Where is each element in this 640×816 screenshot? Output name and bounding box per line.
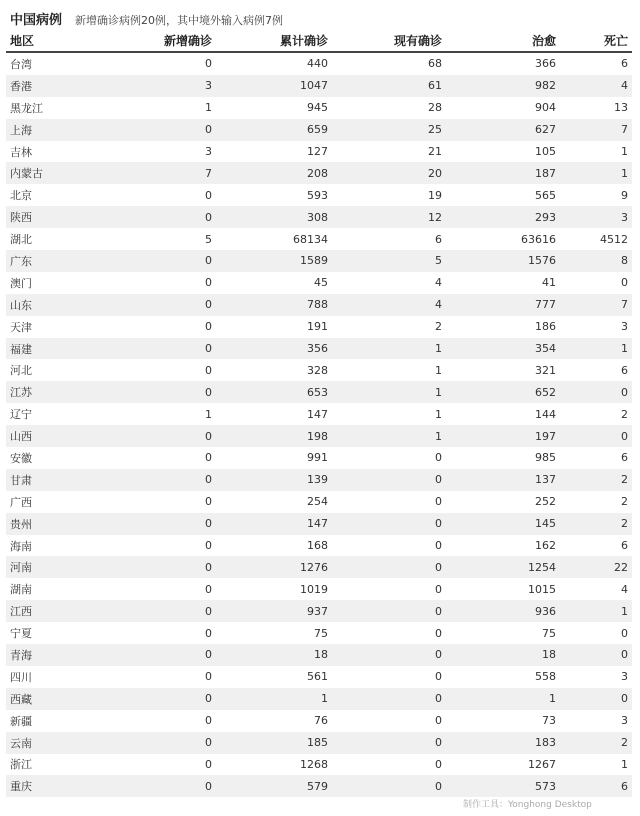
cell-recovered: 137 [535, 473, 556, 487]
cell-total-confirmed: 308 [307, 210, 328, 224]
table-row [6, 52, 632, 75]
cell-current-confirmed: 0 [435, 604, 442, 618]
cell-region: 上海 [10, 123, 32, 137]
table-row [6, 600, 632, 622]
cell-new-confirmed: 0 [205, 604, 212, 618]
cell-region: 青海 [10, 648, 32, 662]
column-header-region[interactable]: 地区 [6, 30, 90, 52]
cell-new-confirmed: 0 [205, 363, 212, 377]
cell-deaths: 0 [621, 385, 628, 399]
cell-recovered: 252 [535, 495, 556, 509]
cell-recovered: 321 [535, 363, 556, 377]
table-row [6, 359, 632, 381]
cell-current-confirmed: 0 [435, 692, 442, 706]
cell-deaths: 3 [621, 210, 628, 224]
table-row [6, 513, 632, 535]
cell-region: 江西 [10, 605, 32, 619]
table-row [6, 688, 632, 710]
cell-current-confirmed: 0 [435, 736, 442, 750]
cell-total-confirmed: 198 [307, 429, 328, 443]
cell-new-confirmed: 0 [205, 539, 212, 553]
cell-total-confirmed: 659 [307, 123, 328, 137]
cell-current-confirmed: 4 [435, 276, 442, 290]
cell-region: 湖北 [10, 233, 32, 247]
cell-deaths: 3 [621, 670, 628, 684]
cell-deaths: 1 [621, 757, 628, 771]
table-row [6, 250, 632, 272]
cell-current-confirmed: 61 [428, 79, 442, 93]
table-row [6, 491, 632, 513]
cell-recovered: 565 [535, 188, 556, 202]
cell-deaths: 6 [621, 451, 628, 465]
cell-current-confirmed: 4 [435, 298, 442, 312]
cell-new-confirmed: 0 [205, 692, 212, 706]
cell-region: 西藏 [10, 692, 32, 706]
cell-new-confirmed: 0 [205, 57, 212, 71]
cell-region: 甘肃 [10, 473, 32, 487]
cell-region: 新疆 [10, 714, 32, 728]
cell-recovered: 366 [535, 57, 556, 71]
cell-recovered: 982 [535, 79, 556, 93]
table-row [6, 644, 632, 666]
cell-region: 河北 [10, 364, 32, 378]
cell-total-confirmed: 579 [307, 779, 328, 793]
cell-recovered: 186 [535, 320, 556, 334]
cell-current-confirmed: 1 [435, 429, 442, 443]
cell-deaths: 1 [621, 145, 628, 158]
cell-new-confirmed: 0 [205, 757, 212, 771]
cell-deaths: 9 [621, 188, 628, 202]
cell-total-confirmed: 1589 [300, 254, 328, 268]
cell-recovered: 75 [542, 626, 556, 640]
cell-current-confirmed: 0 [435, 582, 442, 596]
cell-total-confirmed: 147 [307, 407, 328, 421]
cell-total-confirmed: 328 [307, 363, 328, 377]
column-header-recovered[interactable]: 治愈 [446, 30, 560, 52]
cell-recovered: 777 [535, 298, 556, 312]
table-body [6, 52, 632, 797]
cell-total-confirmed: 185 [307, 736, 328, 750]
cell-new-confirmed: 0 [205, 670, 212, 684]
table-row [6, 119, 632, 141]
cell-total-confirmed: 68134 [293, 232, 328, 246]
cell-current-confirmed: 0 [435, 626, 442, 640]
cell-current-confirmed: 0 [435, 560, 442, 574]
cell-new-confirmed: 1 [205, 101, 212, 115]
cell-deaths: 2 [621, 517, 628, 531]
cell-deaths: 6 [621, 539, 628, 553]
cell-deaths: 7 [621, 123, 628, 137]
cell-deaths: 0 [621, 429, 628, 443]
cell-new-confirmed: 0 [205, 626, 212, 640]
table-row [6, 666, 632, 688]
cell-new-confirmed: 0 [205, 451, 212, 465]
cell-total-confirmed: 1047 [300, 79, 328, 93]
cell-current-confirmed: 0 [435, 451, 442, 465]
cell-total-confirmed: 254 [307, 495, 328, 509]
cell-recovered: 63616 [521, 232, 556, 246]
cell-new-confirmed: 3 [205, 145, 212, 158]
table-row [6, 622, 632, 644]
column-header-total-confirmed[interactable]: 累计确诊 [216, 30, 332, 52]
column-header-current-confirmed[interactable]: 现有确诊 [332, 30, 446, 52]
cell-total-confirmed: 1 [321, 692, 328, 706]
cell-current-confirmed: 0 [435, 779, 442, 793]
cell-region: 重庆 [10, 780, 32, 794]
table-row [6, 381, 632, 403]
cell-deaths: 2 [621, 495, 628, 509]
cell-recovered: 1267 [528, 757, 556, 771]
cell-total-confirmed: 440 [307, 57, 328, 71]
table-row [6, 732, 632, 754]
cell-recovered: 1576 [528, 254, 556, 268]
cell-total-confirmed: 168 [307, 539, 328, 553]
cell-deaths: 1 [621, 166, 628, 180]
cell-recovered: 197 [535, 429, 556, 443]
cell-total-confirmed: 653 [307, 385, 328, 399]
cell-region: 湖南 [10, 583, 32, 597]
cell-recovered: 18 [542, 648, 556, 662]
table-row [6, 272, 632, 294]
cell-recovered: 558 [535, 670, 556, 684]
cell-deaths: 3 [621, 714, 628, 728]
cell-current-confirmed: 21 [428, 145, 442, 158]
column-header-new-confirmed[interactable]: 新增确诊 [90, 30, 216, 52]
table-row [6, 535, 632, 557]
cell-current-confirmed: 1 [435, 407, 442, 421]
cell-current-confirmed: 0 [435, 495, 442, 509]
table-row [6, 469, 632, 491]
cell-region: 安徽 [10, 451, 32, 465]
cell-total-confirmed: 45 [314, 276, 328, 290]
cell-region: 广东 [10, 254, 32, 268]
cell-recovered: 904 [535, 101, 556, 115]
table-row [6, 75, 632, 97]
table-header [6, 30, 632, 52]
table-row [6, 556, 632, 578]
cell-recovered: 145 [535, 517, 556, 531]
cell-region: 陕西 [10, 211, 32, 225]
cell-deaths: 0 [621, 648, 628, 662]
table-row [6, 97, 632, 119]
cell-deaths: 4512 [600, 232, 628, 246]
table-row [6, 141, 632, 163]
cell-total-confirmed: 788 [307, 298, 328, 312]
cell-deaths: 0 [621, 626, 628, 640]
cell-recovered: 105 [535, 145, 556, 158]
cell-recovered: 1 [549, 692, 556, 706]
cell-total-confirmed: 1019 [300, 582, 328, 596]
table-row [6, 316, 632, 338]
cell-new-confirmed: 0 [205, 648, 212, 662]
cell-deaths: 6 [621, 363, 628, 377]
cell-recovered: 627 [535, 123, 556, 137]
cell-current-confirmed: 0 [435, 757, 442, 771]
cell-current-confirmed: 2 [435, 320, 442, 334]
cell-deaths: 2 [621, 407, 628, 421]
cell-current-confirmed: 1 [435, 342, 442, 356]
cell-total-confirmed: 18 [314, 648, 328, 662]
cell-deaths: 4 [621, 582, 628, 596]
cell-total-confirmed: 191 [307, 320, 328, 334]
cell-deaths: 2 [621, 473, 628, 487]
page-subtitle: 新增确诊病例20例，其中境外输入病例7例 [75, 14, 284, 27]
cell-new-confirmed: 5 [205, 232, 212, 246]
cell-region: 海南 [10, 539, 32, 553]
cell-deaths: 0 [621, 276, 628, 290]
cell-current-confirmed: 1 [435, 385, 442, 399]
cell-region: 山西 [10, 430, 32, 444]
title-row [10, 9, 283, 27]
cell-recovered: 293 [535, 210, 556, 224]
table-row [6, 228, 632, 250]
cell-total-confirmed: 937 [307, 604, 328, 618]
cell-new-confirmed: 0 [205, 210, 212, 224]
cell-region: 福建 [10, 342, 32, 356]
cell-deaths: 8 [621, 254, 628, 268]
cell-total-confirmed: 356 [307, 342, 328, 356]
table-row [6, 184, 632, 206]
cell-recovered: 144 [535, 407, 556, 421]
cell-current-confirmed: 25 [428, 123, 442, 137]
cell-region: 天津 [10, 320, 32, 334]
cell-region: 澳门 [10, 276, 32, 290]
footer-credit: 制作工具：Yonghong Desktop [463, 800, 592, 810]
cell-region: 江苏 [10, 386, 32, 400]
cell-region: 宁夏 [10, 627, 32, 641]
cell-new-confirmed: 7 [205, 166, 212, 180]
cell-current-confirmed: 0 [435, 539, 442, 553]
cell-current-confirmed: 1 [435, 363, 442, 377]
table-row [6, 403, 632, 425]
cell-new-confirmed: 0 [205, 714, 212, 728]
cell-region: 黑龙江 [10, 101, 43, 115]
cell-region: 河南 [10, 561, 32, 575]
cell-recovered: 41 [542, 276, 556, 290]
cell-current-confirmed: 0 [435, 648, 442, 662]
cell-recovered: 187 [535, 166, 556, 180]
cell-region: 贵州 [10, 517, 32, 531]
cell-new-confirmed: 0 [205, 123, 212, 137]
cell-region: 台湾 [10, 57, 32, 71]
table-row [6, 294, 632, 316]
cell-current-confirmed: 19 [428, 188, 442, 202]
cell-new-confirmed: 0 [205, 429, 212, 443]
cell-current-confirmed: 5 [435, 254, 442, 268]
cell-region: 四川 [10, 670, 32, 684]
cell-new-confirmed: 0 [205, 560, 212, 574]
cell-new-confirmed: 0 [205, 188, 212, 202]
table-row [6, 447, 632, 469]
cell-recovered: 652 [535, 385, 556, 399]
cell-recovered: 1254 [528, 560, 556, 574]
cell-total-confirmed: 147 [307, 517, 328, 531]
cell-new-confirmed: 0 [205, 473, 212, 487]
cell-deaths: 7 [621, 298, 628, 312]
cell-total-confirmed: 1268 [300, 757, 328, 771]
cell-recovered: 183 [535, 736, 556, 750]
cell-deaths: 3 [621, 320, 628, 334]
cell-total-confirmed: 75 [314, 626, 328, 640]
cell-current-confirmed: 28 [428, 101, 442, 115]
cell-new-confirmed: 0 [205, 320, 212, 334]
cell-current-confirmed: 0 [435, 517, 442, 531]
table-row [6, 162, 632, 184]
cell-new-confirmed: 0 [205, 495, 212, 509]
cell-current-confirmed: 0 [435, 670, 442, 684]
column-header-deaths[interactable]: 死亡 [560, 30, 632, 52]
cell-new-confirmed: 0 [205, 342, 212, 356]
cell-current-confirmed: 12 [428, 210, 442, 224]
table-row [6, 425, 632, 447]
cell-recovered: 1015 [528, 582, 556, 596]
cell-recovered: 354 [535, 342, 556, 356]
cell-region: 北京 [10, 189, 32, 203]
page-title: 中国病例 [10, 13, 63, 28]
cell-deaths: 1 [621, 342, 628, 356]
cases-table [6, 30, 632, 797]
cell-region: 广西 [10, 495, 32, 509]
cell-region: 内蒙古 [10, 167, 43, 181]
cell-total-confirmed: 127 [307, 145, 328, 158]
cell-total-confirmed: 561 [307, 670, 328, 684]
cell-new-confirmed: 0 [205, 298, 212, 312]
table-row [6, 578, 632, 600]
cell-total-confirmed: 945 [307, 101, 328, 115]
cell-current-confirmed: 68 [428, 57, 442, 71]
cell-deaths: 0 [621, 692, 628, 706]
table-row [6, 710, 632, 732]
cell-deaths: 2 [621, 736, 628, 750]
cell-new-confirmed: 0 [205, 385, 212, 399]
cell-region: 浙江 [10, 758, 32, 772]
cell-region: 山东 [10, 298, 32, 312]
cell-new-confirmed: 0 [205, 736, 212, 750]
table-row [6, 206, 632, 228]
header-row [6, 30, 632, 52]
cell-total-confirmed: 208 [307, 166, 328, 180]
table-row [6, 754, 632, 776]
cell-total-confirmed: 76 [314, 714, 328, 728]
cell-new-confirmed: 1 [205, 407, 212, 421]
cell-deaths: 22 [614, 560, 628, 574]
cell-new-confirmed: 0 [205, 582, 212, 596]
cell-recovered: 573 [535, 779, 556, 793]
cell-deaths: 6 [621, 57, 628, 71]
cell-new-confirmed: 0 [205, 254, 212, 268]
cell-recovered: 985 [535, 451, 556, 465]
table-row [6, 775, 632, 797]
cell-region: 吉林 [10, 145, 32, 159]
table-row [6, 338, 632, 360]
cell-current-confirmed: 0 [435, 473, 442, 487]
cell-recovered: 936 [535, 604, 556, 618]
cell-new-confirmed: 0 [205, 276, 212, 290]
cell-new-confirmed: 0 [205, 517, 212, 531]
cell-deaths: 4 [621, 79, 628, 93]
cell-deaths: 1 [621, 604, 628, 618]
cell-deaths: 13 [614, 101, 628, 115]
cell-region: 云南 [10, 736, 32, 750]
cell-total-confirmed: 139 [307, 473, 328, 487]
cell-deaths: 6 [621, 779, 628, 793]
cell-region: 香港 [10, 79, 32, 93]
cell-total-confirmed: 1276 [300, 560, 328, 574]
cell-new-confirmed: 0 [205, 779, 212, 793]
cell-current-confirmed: 0 [435, 714, 442, 728]
cell-current-confirmed: 6 [435, 232, 442, 246]
cell-total-confirmed: 991 [307, 451, 328, 465]
cell-region: 辽宁 [10, 408, 32, 422]
cell-new-confirmed: 3 [205, 79, 212, 93]
cell-recovered: 73 [542, 714, 556, 728]
cell-total-confirmed: 593 [307, 188, 328, 202]
cell-current-confirmed: 20 [428, 166, 442, 180]
cell-recovered: 162 [535, 539, 556, 553]
